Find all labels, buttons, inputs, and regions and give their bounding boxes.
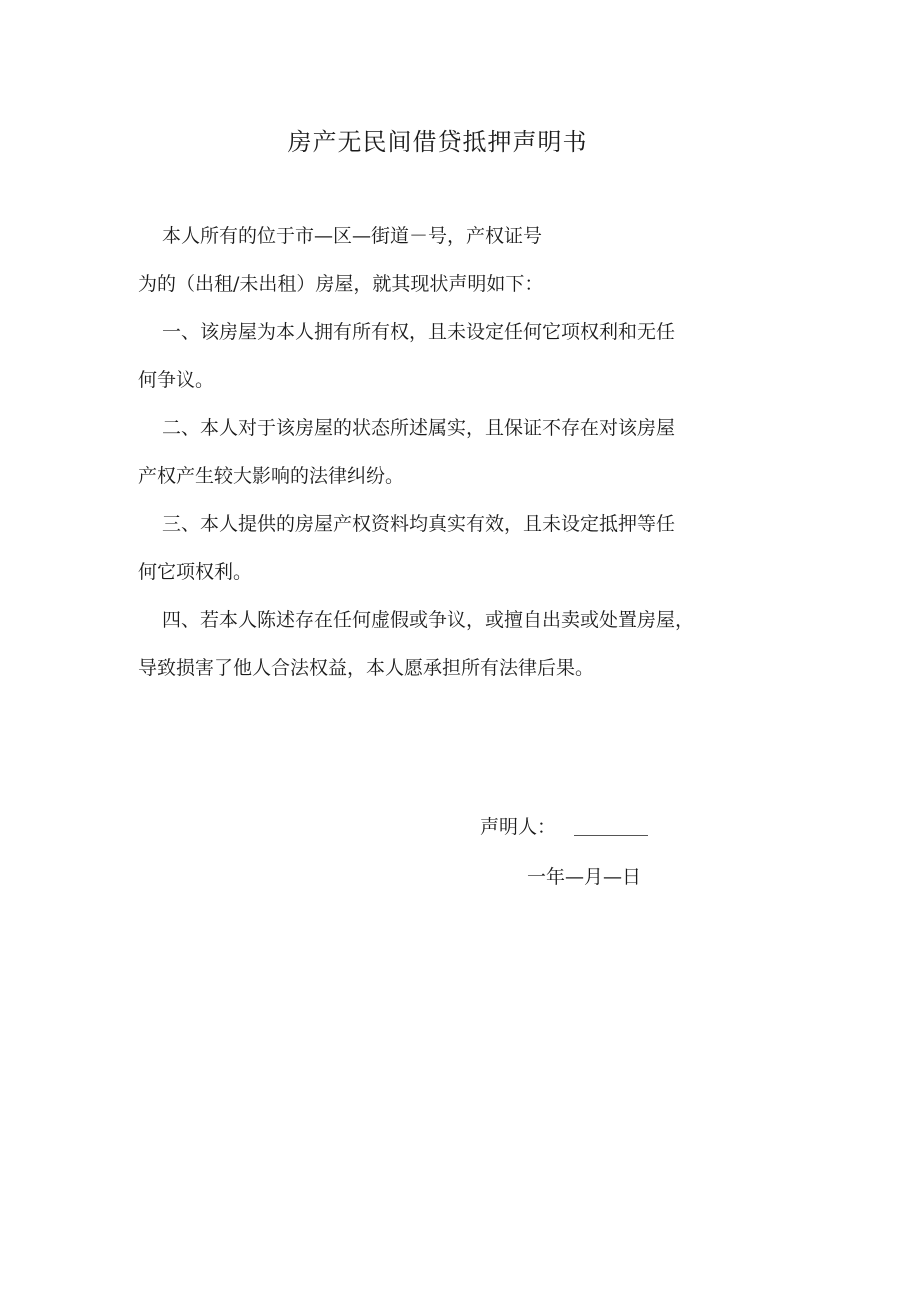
intro-line-2: 为的（出租/未出租）房屋，就其现状声明如下： (138, 273, 544, 295)
intro-line-1: 本人所有的位于市—区—街道－号，产权证号 (162, 225, 543, 247)
item-4-line-1: 四、若本人陈述存在任何虚假或争议，或擅自出卖或处置房屋， (162, 609, 695, 631)
signer-row (480, 812, 648, 842)
declaration-body (138, 212, 743, 692)
document-title: 房产无民间借贷抵押声明书 (287, 128, 588, 156)
signature-blank-line (574, 821, 648, 836)
item-4-line-2: 导致损害了他人合法权益，本人愿承担所有法律后果。 (138, 657, 595, 679)
signer-label: 声明人： (480, 816, 557, 838)
item-3-line-1: 三、本人提供的房屋产权资料均真实有效，且未设定抵押等任 (162, 513, 676, 535)
item-1-line-1: 一、该房屋为本人拥有所有权，且未设定任何它项权利和无任 (162, 321, 676, 343)
date-line: 一年—月—日 (527, 866, 642, 888)
item-3-line-2: 何它项权利。 (138, 561, 253, 583)
item-2-line-2: 产权产生较大影响的法律纠纷。 (138, 465, 405, 487)
item-2-line-1: 二、本人对于该房屋的状态所述属实，且保证不存在对该房屋 (162, 417, 676, 439)
item-1-line-2: 何争议。 (138, 369, 215, 391)
